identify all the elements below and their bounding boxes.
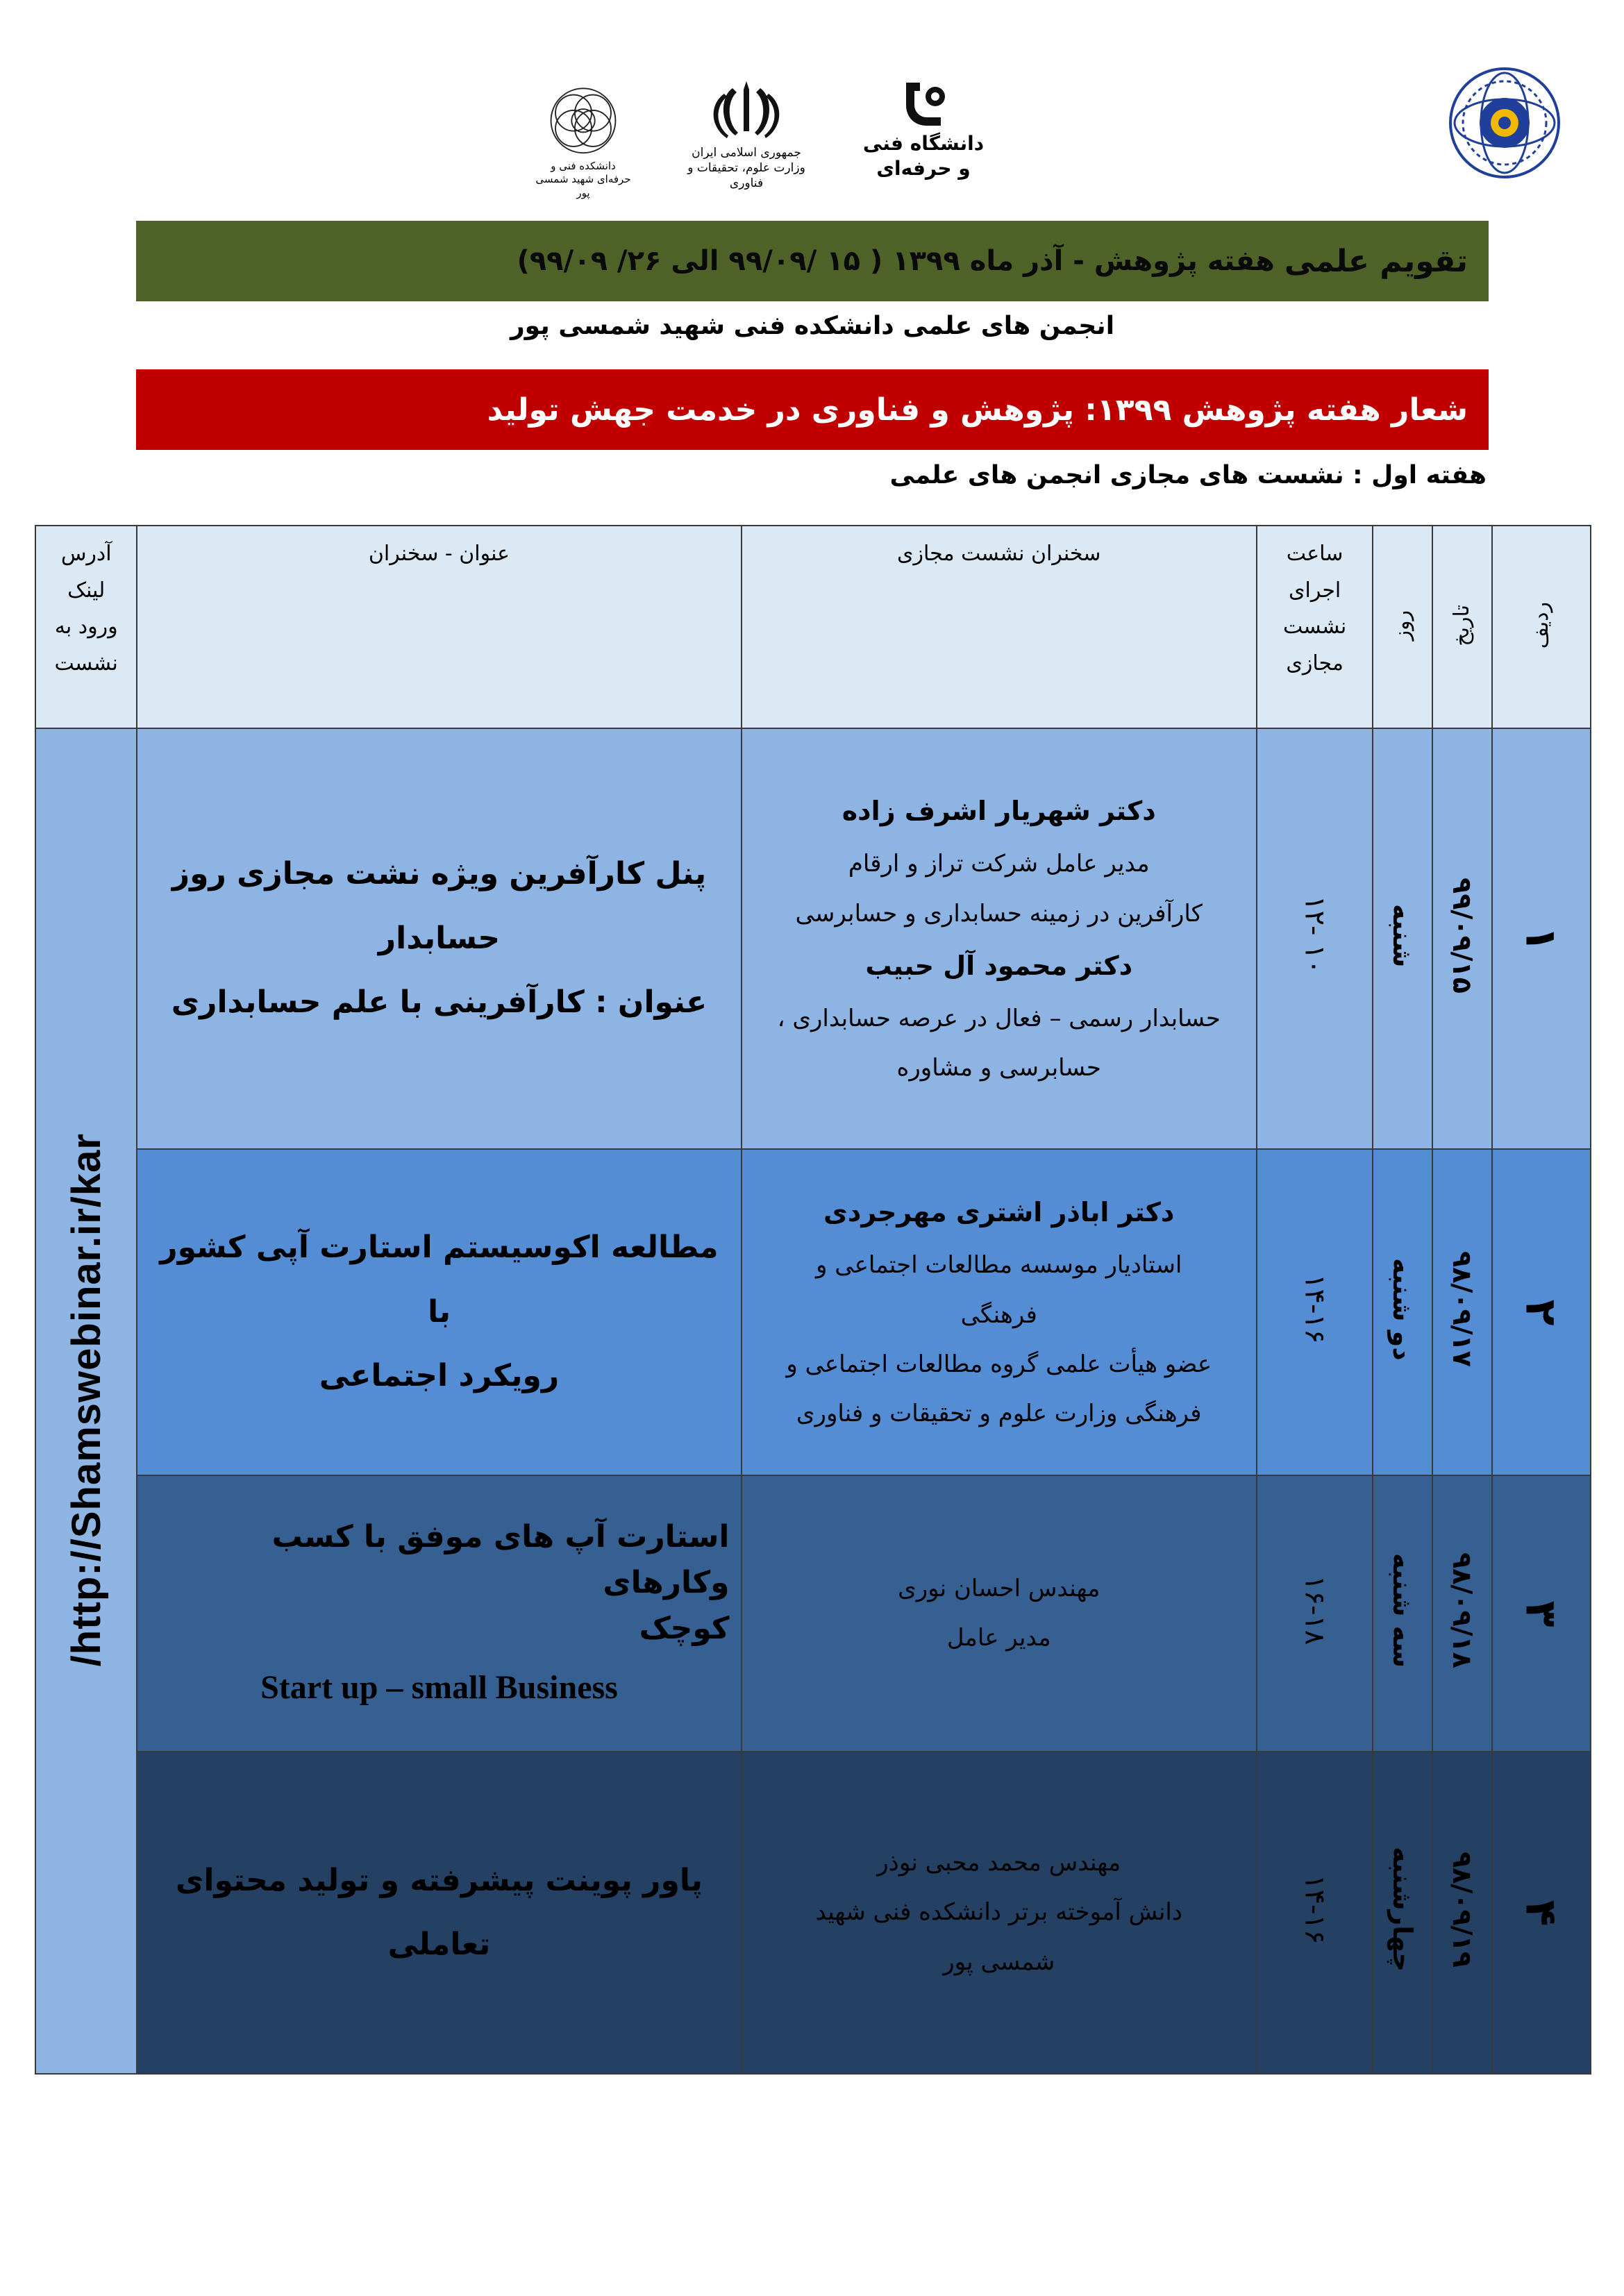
speaker-line: مدیر عامل شرکت تراز و ارقام — [848, 850, 1150, 878]
header-row-number: ردیف — [1492, 526, 1591, 728]
college-emblem-icon — [538, 82, 628, 160]
speaker-line: مهندس محمد محبی نوذر — [877, 1848, 1121, 1877]
week-label: هفته اول : نشست های مجازی انجمن های علمی — [889, 461, 1487, 489]
tvu-logo — [854, 73, 993, 184]
row-time: ۱۴-۱۶ — [1257, 1149, 1373, 1475]
speaker-line: دکتر شهریار اشرف زاده — [842, 796, 1156, 827]
header-link: آدرس لینک ورود به نشست — [35, 526, 137, 728]
table-row — [35, 1475, 1591, 1752]
speaker-line: حسابدار رسمی – فعال در عرصه حسابداری ، — [777, 1004, 1221, 1032]
tvu-caption: دانشگاه فنی و حرفه‌ای — [862, 131, 985, 180]
speaker-line: مهندس احسان نوری — [898, 1574, 1100, 1602]
gear-globe-logo-icon — [1448, 66, 1562, 180]
ministry-logo — [673, 64, 819, 203]
row-day: سه شنبه — [1373, 1475, 1432, 1752]
row-speakers — [742, 1752, 1257, 2074]
row-date: ۹۸/۰۹/۱۸ — [1432, 1475, 1492, 1752]
speaker-line: عضو هیأت علمی گروه مطالعات اجتماعی و — [786, 1350, 1212, 1378]
college-logo — [535, 82, 632, 200]
slogan-text: شعار هفته پژوهش ۱۳۹۹: پژوهش و فناوری در خدمت جهش تولید — [487, 392, 1468, 428]
row-speakers — [742, 1475, 1257, 1752]
table-row — [35, 1752, 1591, 2074]
row-topic — [137, 1149, 741, 1475]
ministry-caption-1: جمهوری اسلامی ایران — [692, 145, 801, 160]
row-topic — [137, 728, 741, 1149]
session-link[interactable]: http://Shamswebinar.ir/kar/ — [63, 1132, 109, 1667]
header-date: تاریخ — [1432, 526, 1492, 728]
row-date: ۹۸/۰۹/۱۷ — [1432, 1149, 1492, 1475]
speaker-line: دکتر محمود آل حبیب — [865, 950, 1133, 981]
speaker-line: دانش آموخته برتر دانشکده فنی شهید — [815, 1898, 1182, 1927]
header-topic: عنوان - سخنران — [137, 526, 741, 728]
tvu-logo-icon — [892, 76, 955, 131]
row-speakers — [742, 1149, 1257, 1475]
topic-line: حسابدار — [378, 920, 501, 956]
row-topic — [137, 1752, 741, 2074]
subtitle: انجمن های علمی دانشکده فنی شهید شمسی پور — [510, 312, 1115, 340]
speaker-line: شمسی پور — [943, 1947, 1055, 1976]
ministry-caption-2: وزارت علوم، تحقیقات و فناوری — [687, 160, 805, 191]
calendar-dates: هفته پژوهش - آذر ماه ۱۳۹۹ ( ۱۵ /۹۹/۰۹ الی ۲۶/ ۹۹/۰۹) — [517, 245, 1275, 277]
row-time: ۱۰ -۱۲ — [1257, 728, 1373, 1149]
row-day: شنبه — [1373, 728, 1432, 1149]
college-logo-caption: دانشکده فنی و حرفه‌ای شهید شمسی پور — [535, 159, 631, 199]
topic-line: مطالعه اکوسیستم استارت آپی کشور با — [160, 1230, 719, 1330]
speaker-line: فرهنگی — [960, 1300, 1037, 1329]
table-row — [35, 1149, 1591, 1475]
schedule-table — [35, 525, 1591, 2075]
table-row — [35, 728, 1591, 1149]
speaker-line: دکتر اباذر اشتری مهرجردی — [823, 1197, 1175, 1228]
topic-line: کوچک — [639, 1611, 730, 1646]
row-day: دو شنبه — [1373, 1149, 1432, 1475]
iran-emblem-icon — [705, 76, 788, 145]
row-number: ۱ — [1492, 728, 1591, 1149]
row-time: ۱۴-۱۶ — [1257, 1752, 1373, 2074]
session-link-cell[interactable] — [35, 728, 137, 2074]
topic-line: عنوان : کارآفرینی با علم حسابداری — [171, 984, 708, 1021]
row-time: ۱۶-۱۸ — [1257, 1475, 1373, 1752]
calendar-title: تقویم علمی — [1284, 243, 1468, 279]
topic-line: رویکرد اجتماعی — [319, 1358, 560, 1394]
row-number: ۴ — [1492, 1752, 1591, 2074]
topic-line: استارت آپ های موفق با کسب وکارهای — [271, 1519, 730, 1600]
row-date: ۹۸/۰۹/۱۹ — [1432, 1752, 1492, 2074]
header-speakers: سخنران نشست مجازی — [742, 526, 1257, 728]
topic-line: تعاملی — [387, 1927, 491, 1962]
speaker-line: مدیر عامل — [946, 1624, 1051, 1652]
row-day: چهارشنبه — [1373, 1752, 1432, 2074]
speaker-line: استادیار موسسه مطالعات اجتماعی و — [816, 1251, 1182, 1280]
speaker-line: فرهنگی وزارت علوم و تحقیقات و فناوری — [796, 1400, 1202, 1428]
speaker-line: حسابرسی و مشاوره — [896, 1054, 1101, 1082]
topic-line: پنل کارآفرین ویژه نشت مجازی روز — [171, 856, 707, 892]
row-speakers — [742, 728, 1257, 1149]
topic-english: Start up – small Business — [260, 1669, 618, 1706]
association-logo — [1446, 64, 1564, 182]
topic-line: پاور پوینت پیشرفته و تولید محتوای — [176, 1862, 703, 1898]
header-day: روز — [1373, 526, 1432, 728]
row-topic — [137, 1475, 741, 1752]
header-time: ساعت اجرای نشست مجازی — [1257, 526, 1373, 728]
speaker-line: کارآفرین در زمینه حسابداری و حسابرسی — [795, 899, 1203, 928]
row-number: ۲ — [1492, 1149, 1591, 1475]
table-header-row — [35, 526, 1591, 728]
calendar-banner — [136, 221, 1489, 301]
row-date: ۹۹/۰۹/۱۵ — [1432, 728, 1492, 1149]
slogan-banner — [136, 369, 1489, 450]
row-number: ۳ — [1492, 1475, 1591, 1752]
